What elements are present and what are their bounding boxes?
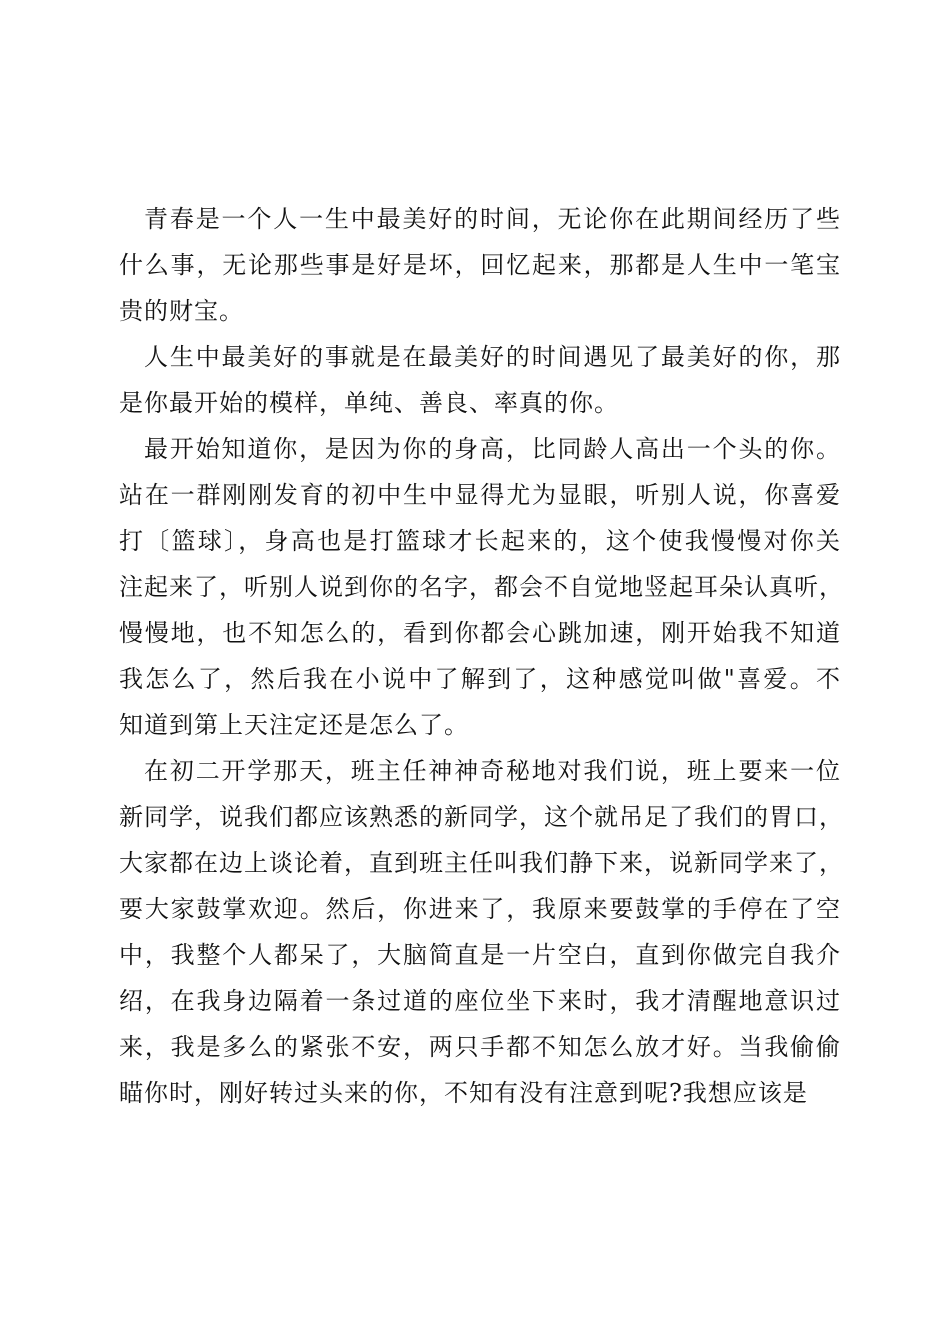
text-line: 站在一群刚刚发育的初中生中显得尤为显眼，听别人说，你喜爱 — [119, 481, 841, 509]
text-line: 知道到第上天注定还是怎么了。 — [119, 711, 469, 739]
text-line: 绍，在我身边隔着一条过道的座位坐下来时，我才清醒地意识过 — [119, 987, 841, 1015]
paragraph-3 — [119, 426, 844, 748]
text-line: 青春是一个人一生中最美好的时间，无论你在此期间经历了些 — [144, 205, 841, 233]
paragraph-2 — [119, 334, 841, 426]
text-line: 贵的财宝。 — [119, 297, 244, 325]
text-line: 打〔篮球〕，身高也是打篮球才长起来的，这个使我慢慢对你关 — [119, 527, 841, 555]
text-line: 大家都在边上谈论着，直到班主任叫我们静下来，说新同学来了， — [119, 849, 844, 877]
paragraph-1 — [119, 196, 841, 334]
text-line: 慢慢地，也不知怎么的，看到你都会心跳加速，刚开始我不知道 — [119, 619, 841, 647]
text-line: 什么事，无论那些事是好是坏，回忆起来，那都是人生中一笔宝 — [119, 251, 841, 279]
document-body — [119, 196, 844, 1116]
paragraph-4 — [119, 748, 844, 1116]
text-line: 瞄你时，刚好转过头来的你，不知有没有注意到呢?我想应该是 — [119, 1079, 808, 1107]
text-line: 最开始知道你，是因为你的身高，比同龄人高出一个头的你。 — [144, 435, 841, 463]
text-line: 注起来了，听别人说到你的名字，都会不自觉地竖起耳朵认真听， — [119, 573, 844, 601]
text-line: 新同学，说我们都应该熟悉的新同学，这个就吊足了我们的胃口， — [119, 803, 844, 831]
text-line: 我怎么了，然后我在小说中了解到了，这种感觉叫做"喜爱。不 — [119, 665, 841, 693]
text-line: 是你最开始的模样，单纯、善良、率真的你。 — [119, 389, 619, 417]
text-line: 来，我是多么的紧张不安，两只手都不知怎么放才好。当我偷偷 — [119, 1033, 841, 1061]
text-line: 人生中最美好的事就是在最美好的时间遇见了最美好的你，那 — [144, 343, 841, 371]
text-line: 中，我整个人都呆了，大脑简直是一片空白，直到你做完自我介 — [119, 941, 841, 969]
text-line: 要大家鼓掌欢迎。然后，你进来了，我原来要鼓掌的手停在了空 — [119, 895, 841, 923]
text-line: 在初二开学那天，班主任神神奇秘地对我们说，班上要来一位 — [144, 757, 841, 785]
